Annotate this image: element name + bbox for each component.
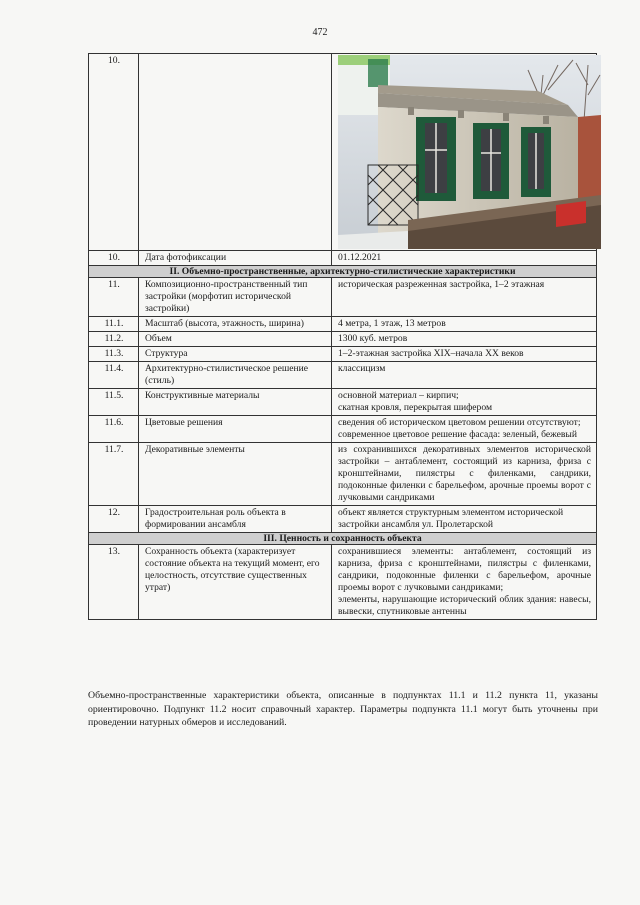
table-row [89, 389, 597, 416]
table-row-photo [89, 54, 597, 251]
row-number: 11.4. [89, 362, 139, 389]
row-number: 11.3. [89, 347, 139, 362]
building-photo-cell [332, 54, 597, 251]
value-line: элементы, нарушающие исторический облик здания: навесы, вывески, спутниковые антенны [338, 594, 591, 617]
table-row [89, 332, 597, 347]
footer-note: Объемно-пространственные характеристики объекта, описанные в подпунктах 11.1 и 11.2 пункта 11, указаны ориентировочно. Подпункт 11.2 носит справочный характер. Параметры подпункта 11.1 могут быть уточнены при проведении натурных обмеров и исследований. [88, 690, 598, 728]
row-value: 01.12.2021 [332, 251, 597, 266]
row-label: Дата фотофиксации [139, 251, 332, 266]
table-row [89, 317, 597, 332]
section-title: III. Ценность и сохранность объекта [89, 533, 597, 545]
value-line: современное цветовое решение фасада: зеленый, бежевый [338, 429, 577, 440]
section-header-2 [89, 266, 597, 278]
row-value: классицизм [332, 362, 597, 389]
row-label: Сохранность объекта (характеризует состояние объекта на текущий момент, его целостность, отсутствие существенных утрат) [139, 545, 332, 620]
characteristics-table [88, 53, 597, 620]
row-label: Структура [139, 347, 332, 362]
row-label: Архитектурно-стилистическое решение (стиль) [139, 362, 332, 389]
row-number: 11. [89, 278, 139, 317]
row-value: 4 метра, 1 этаж, 13 метров [332, 317, 597, 332]
table-row-photo-date [89, 251, 597, 266]
row-label: Конструктивные материалы [139, 389, 332, 416]
row-number: 10. [89, 54, 139, 251]
page-number: 472 [312, 27, 328, 38]
row-number: 11.5. [89, 389, 139, 416]
row-label: Цветовые решения [139, 416, 332, 443]
row-value: 1300 куб. метров [332, 332, 597, 347]
table-row [89, 506, 597, 533]
table-row [89, 443, 597, 506]
section-title: II. Объемно-пространственные, архитектурно-стилистические характеристики [89, 266, 597, 278]
row-value: из сохранившихся декоративных элементов исторической застройки – антаблемент, состоящий из карниза, фриза с кронштейнами, пилястры с филенками, сандрики, подоконные филенки с барельефом, арочные проемы ворот с лучковыми сандриками [332, 443, 597, 506]
row-value: 1–2-этажная застройка XIX–начала XX веков [332, 347, 597, 362]
row-value [332, 545, 597, 620]
value-line: сохранившиеся элементы: антаблемент, состоящий из карниза, фриза с кронштейнами, пилястры с филенками, сандрики, подоконные филенки с барельефом, арочные проемы ворот с лучковыми сандриками; [338, 546, 591, 593]
row-value: объект является структурным элементом исторической застройки ансамбля ул. Пролетарской [332, 506, 597, 533]
row-label: Объем [139, 332, 332, 347]
table-row [89, 347, 597, 362]
row-number: 13. [89, 545, 139, 620]
row-label: Композиционно-пространственный тип застройки (морфотип исторической застройки) [139, 278, 332, 317]
row-label: Декоративные элементы [139, 443, 332, 506]
value-line: скатная кровля, перекрытая шифером [338, 402, 493, 413]
row-number: 12. [89, 506, 139, 533]
row-number: 11.2. [89, 332, 139, 347]
value-line: сведения об историческом цветовом решении отсутствуют; [338, 417, 581, 428]
section-header-3 [89, 533, 597, 545]
row-label [139, 54, 332, 251]
table-row [89, 416, 597, 443]
table-row [89, 278, 597, 317]
row-value [332, 389, 597, 416]
row-number: 11.7. [89, 443, 139, 506]
row-label: Масштаб (высота, этажность, ширина) [139, 317, 332, 332]
row-number: 11.1. [89, 317, 139, 332]
value-line: основной материал – кирпич; [338, 390, 459, 401]
building-photo [338, 55, 601, 249]
table-row [89, 545, 597, 620]
row-value: историческая разреженная застройка, 1–2 этажная [332, 278, 597, 317]
row-label: Градостроительная роль объекта в формировании ансамбля [139, 506, 332, 533]
row-number: 11.6. [89, 416, 139, 443]
table-row [89, 362, 597, 389]
row-value [332, 416, 597, 443]
row-number: 10. [89, 251, 139, 266]
